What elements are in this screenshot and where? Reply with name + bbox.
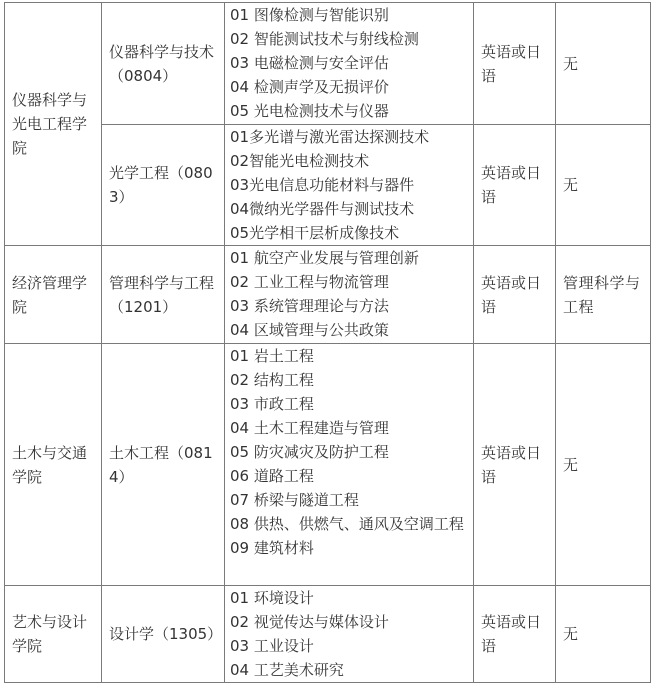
language-text: 英语或日语 (481, 273, 542, 316)
direction-item: 05 光电检测技术与仪器 (230, 102, 389, 120)
direction-item: 01 图像检测与智能识别 (230, 6, 389, 24)
direction-item: 02智能光电检测技术 (230, 152, 370, 170)
direction-item: 04微纳光学器件与测试技术 (230, 200, 415, 218)
directions-cell (225, 246, 474, 344)
direction-item: 04 土木工程建造与管理 (230, 419, 389, 437)
language-text: 英语或日语 (481, 443, 542, 486)
direction-item: 08 供热、供燃气、通风及空调工程 (230, 515, 464, 533)
direction-item: 02 智能测试技术与射线检测 (230, 30, 419, 48)
major-name: 管理科学与工程（1201） (109, 273, 215, 316)
direction-item: 02 工业工程与物流管理 (230, 273, 389, 291)
language-text: 英语或日语 (481, 42, 542, 85)
language-cell (474, 586, 556, 683)
extra-cell (556, 125, 651, 246)
language-cell (474, 3, 556, 125)
extra-text: 无 (563, 625, 579, 643)
direction-item: 01多光谱与激光雷达探测技术 (230, 128, 430, 146)
major-name: 土木工程（0814） (109, 443, 213, 486)
table-row (5, 3, 651, 125)
table-row (5, 125, 651, 246)
direction-item: 01 航空产业发展与管理创新 (230, 249, 419, 267)
direction-item: 03 电磁检测与安全评估 (230, 54, 389, 72)
language-text: 英语或日语 (481, 613, 542, 655)
direction-item: 03 工业设计 (230, 637, 314, 655)
extra-text: 无 (563, 54, 579, 73)
school-cell (5, 3, 102, 246)
direction-item: 05光学相干层析成像技术 (230, 224, 400, 242)
direction-item: 04 检测声学及无损评价 (230, 78, 389, 96)
school-cell (5, 344, 102, 586)
direction-item: 06 道路工程 (230, 467, 314, 485)
major-cell (102, 3, 225, 125)
language-cell (474, 246, 556, 344)
extra-text: 无 (563, 455, 579, 474)
major-name: 仪器科学与技术（0804） (109, 42, 215, 85)
major-name: 设计学（1305） (109, 625, 223, 643)
extra-cell (556, 246, 651, 344)
school-name: 经济管理学院 (12, 273, 88, 316)
direction-item: 05 防灾减灾及防护工程 (230, 443, 389, 461)
direction-item: 03 系统管理理论与方法 (230, 297, 389, 315)
major-cell (102, 344, 225, 586)
major-name: 光学工程（0803） (109, 164, 213, 206)
school-cell (5, 586, 102, 683)
direction-item: 04 工艺美术研究 (230, 661, 344, 679)
direction-item: 03光电信息功能材料与器件 (230, 176, 415, 194)
language-cell (474, 125, 556, 246)
extra-text: 无 (563, 176, 579, 194)
direction-item: 03 市政工程 (230, 395, 314, 413)
table-row (5, 344, 651, 586)
admission-table (4, 2, 651, 683)
major-cell (102, 586, 225, 683)
direction-item: 07 桥梁与隧道工程 (230, 491, 359, 509)
school-cell (5, 246, 102, 344)
directions-cell (225, 125, 474, 246)
language-text: 英语或日语 (481, 164, 542, 206)
table-row (5, 246, 651, 344)
direction-item: 04 区域管理与公共政策 (230, 321, 389, 339)
extra-cell (556, 3, 651, 125)
school-name: 仪器科学与光电工程学院 (12, 91, 88, 157)
direction-item: 02 视觉传达与媒体设计 (230, 613, 389, 631)
school-name: 艺术与设计学院 (12, 613, 88, 655)
direction-item: 01 环境设计 (230, 589, 314, 607)
directions-cell (225, 344, 474, 586)
table-row (5, 586, 651, 683)
major-cell (102, 125, 225, 246)
school-name: 土木与交通学院 (12, 443, 88, 486)
direction-item: 01 岩土工程 (230, 347, 314, 365)
major-cell (102, 246, 225, 344)
language-cell (474, 344, 556, 586)
directions-cell (225, 586, 474, 683)
directions-cell (225, 3, 474, 125)
extra-cell (556, 586, 651, 683)
extra-text: 管理科学与工程 (563, 273, 641, 316)
extra-cell (556, 344, 651, 586)
direction-item: 09 建筑材料 (230, 539, 314, 557)
direction-item: 02 结构工程 (230, 371, 314, 389)
